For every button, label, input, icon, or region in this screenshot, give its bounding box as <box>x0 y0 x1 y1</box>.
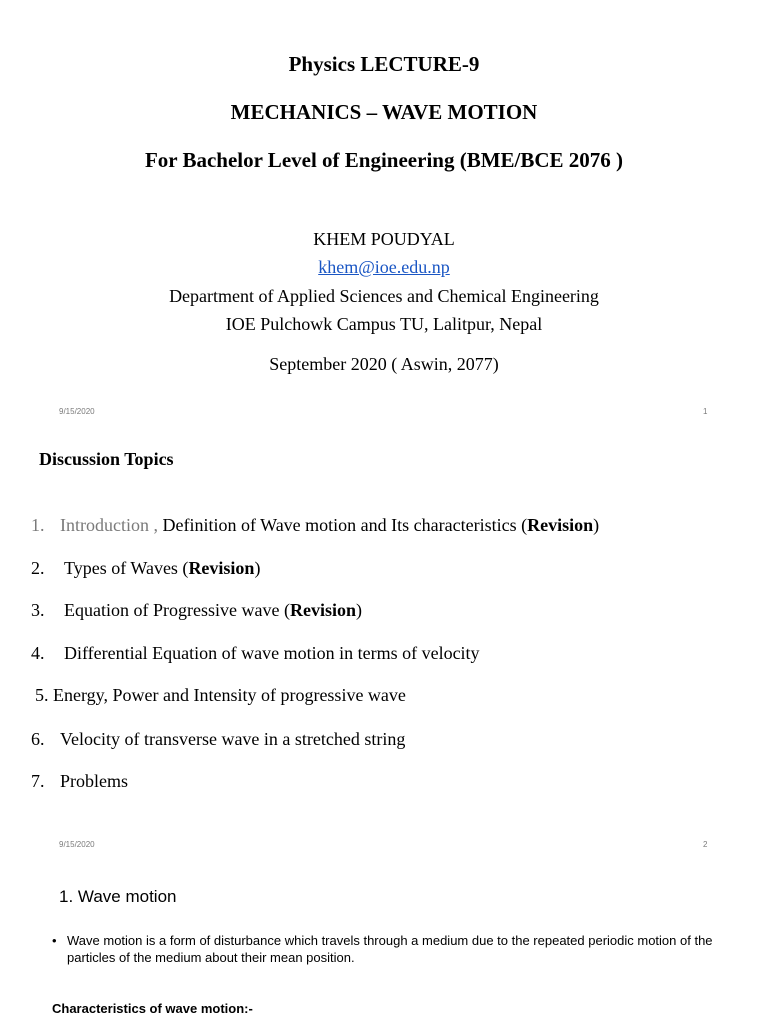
author-email-link[interactable]: khem@ioe.edu.np <box>318 257 450 277</box>
topic-bold: Revision <box>289 600 356 620</box>
department: Department of Applied Sciences and Chemical Engineering <box>169 286 599 306</box>
slide1-footer-date: 9/15/2020 <box>59 407 95 416</box>
topic-number: 4. <box>31 643 45 663</box>
topic-text: 5. Energy, Power and Intensity of progressive wave <box>35 685 406 705</box>
discussion-topics-heading: Discussion Topics <box>39 449 174 469</box>
campus: IOE Pulchowk Campus TU, Lalitpur, Nepal <box>225 314 543 334</box>
topic-number: 3. <box>31 600 45 620</box>
topic-item <box>31 771 128 792</box>
topic-end: ) <box>593 515 600 535</box>
topic-item <box>31 600 362 621</box>
topic-item <box>35 685 406 706</box>
topic-text: Problems <box>60 771 129 791</box>
topic-end: ) <box>355 600 362 620</box>
topic-item <box>31 729 405 750</box>
slide2-footer-date: 9/15/2020 <box>59 840 95 849</box>
slide1-page-number: 1 <box>703 407 708 416</box>
topic-number: 7. <box>31 771 45 791</box>
topic-text: Equation of Progressive wave ( <box>64 600 290 620</box>
topic-item <box>31 515 599 536</box>
topic-bold: Revision <box>527 515 594 535</box>
topic-end: ) <box>254 558 261 578</box>
topic-text: Types of Waves ( <box>64 558 189 578</box>
bullet-dot-icon: • <box>52 933 57 948</box>
slide2-page-number: 2 <box>703 840 708 849</box>
topic-bold: Revision <box>188 558 255 578</box>
topic-text: Definition of Wave motion and Its characteristics ( <box>157 515 528 535</box>
characteristics-heading: Characteristics of wave motion:- <box>52 1001 253 1016</box>
lecture-subtitle: MECHANICS – WAVE MOTION <box>230 100 538 124</box>
topic-text: Differential Equation of wave motion in terms of velocity <box>64 643 480 663</box>
lecture-title: Physics LECTURE-9 <box>288 52 480 76</box>
lecture-date: September 2020 ( Aswin, 2077) <box>269 354 499 374</box>
author-email-line <box>0 257 768 278</box>
bullet-text: Wave motion is a form of disturbance which travels through a medium due to the repeated periodic motion of the particles of the medium about their mean position. <box>67 933 713 965</box>
wave-motion-heading: 1. Wave motion <box>59 887 177 906</box>
author-name: KHEM POUDYAL <box>313 229 455 249</box>
topic-number: 6. <box>31 729 45 749</box>
topic-text: Velocity of transverse wave in a stretched string <box>60 729 406 749</box>
topic-item <box>31 643 480 664</box>
topic-item <box>31 558 260 579</box>
lecture-audience: For Bachelor Level of Engineering (BME/BCE 2076 ) <box>144 148 624 172</box>
topic-gray-text: Introduction , <box>60 515 158 535</box>
topic-number: 2. <box>31 558 45 578</box>
bullet-item <box>52 932 722 966</box>
topic-number: 1. <box>31 515 45 535</box>
